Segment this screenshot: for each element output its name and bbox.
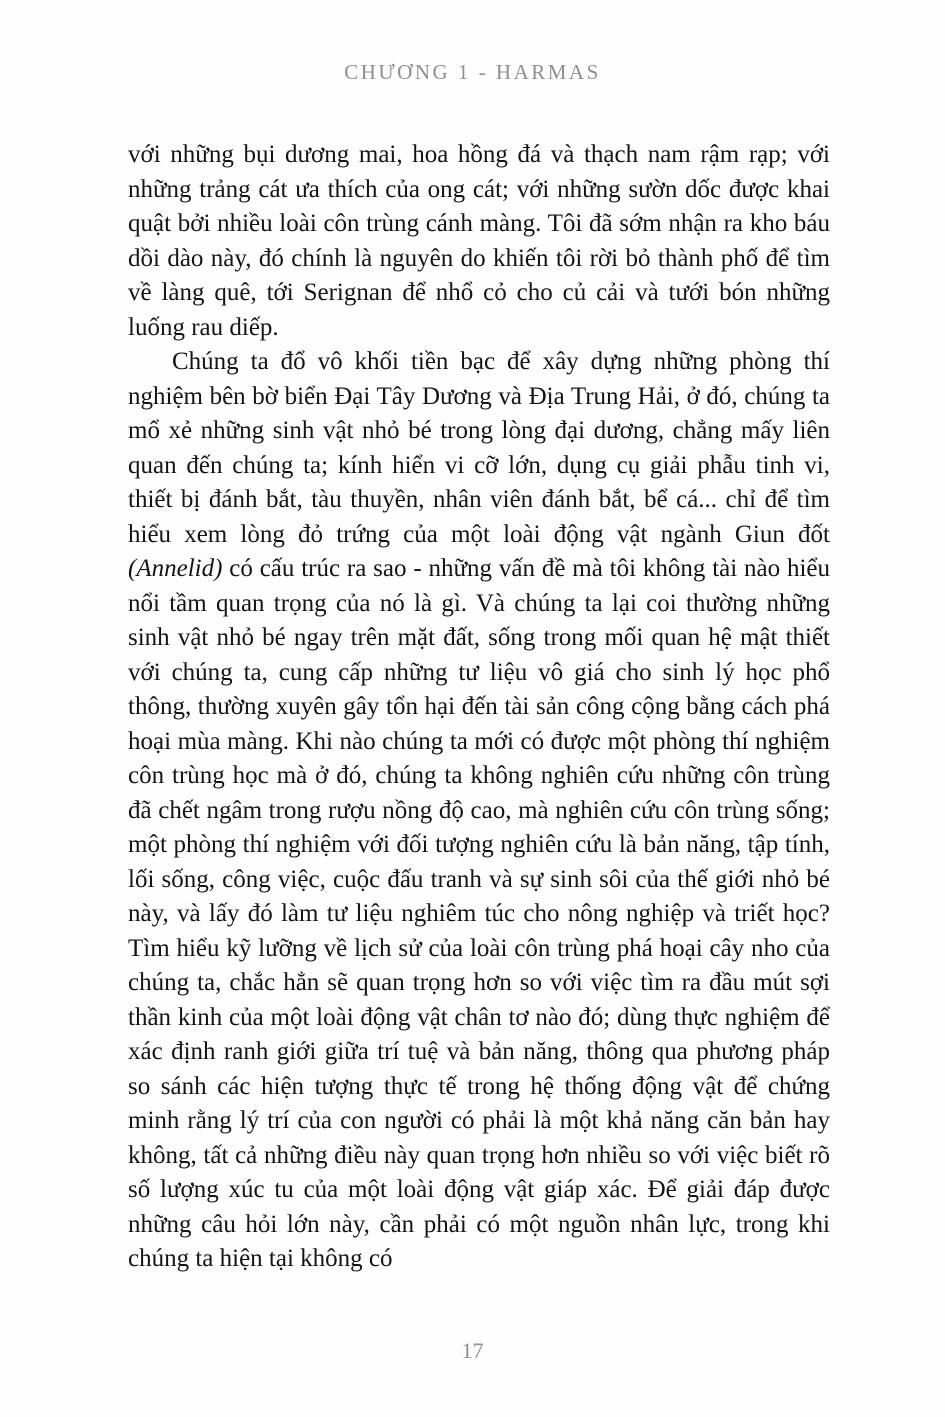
paragraph-1: [128, 138, 830, 345]
paragraph-2-text-tail: có cấu trúc ra sao - những vấn đề mà tôi không tài nào hiểu nổi tầm quan trọng của nó là gì. Và chúng ta lại coi thường những sinh vật nhỏ bé ngay trên mặt đất, sống trong mối quan hệ mật thiết với chúng ta, cung cấp những tư liệu vô giá cho sinh lý học phổ thông, thường xuyên gây tổn hại đến tài sản công cộng bằng cách phá hoại mùa màng. Khi nào chúng ta mới có được một phòng thí nghiệm côn trùng học mà ở đó, chúng ta không nghiên cứu những côn trùng đã chết ngâm trong rượu nồng độ cao, mà nghiên cứu côn trùng sống; một phòng thí nghiệm với đối tượng nghiên cứu là bản năng, tập tính, lối sống, công việc, cuộc đấu tranh và sự sinh sôi của thế giới nhỏ bé này, và lấy đó làm tư liệu nghiêm túc cho nông nghiệp và triết học? Tìm hiểu kỹ lưỡng về lịch sử của loài côn trùng phá hoại cây nho của chúng ta, chắc hẳn sẽ quan trọng hơn so với việc tìm ra đầu mút sợi thần kinh của một loài động vật chân tơ nào đó; dùng thực nghiệm để xác định ranh giới giữa trí tuệ và bản năng, thông qua phương pháp so sánh các hiện tượng thực tế trong hệ thống động vật để chứng minh rằng lý trí của con người có phải là một khả năng căn bản hay không, tất cả những điều này quan trọng hơn nhiều so với việc biết rõ số lượng xúc tu của một loài động vật giáp xác. Để giải đáp được những câu hỏi lớn này, cần phải có một nguồn nhân lực, trong khi chúng ta hiện tại không có: [128, 555, 830, 1272]
paragraph-2-text-lead: Chúng ta đổ vô khối tiền bạc để xây dựng những phòng thí nghiệm bên bờ biển Đại Tây Dương và Địa Trung Hải, ở đó, chúng ta mổ xẻ những sinh vật nhỏ bé trong lòng đại dương, chẳng mấy liên quan đến chúng ta; kính hiển vi cỡ lớn, dụng cụ giải phẫu tinh vi, thiết bị đánh bắt, tàu thuyền, nhân viên đánh bắt, bể cá... chỉ để tìm hiểu xem lòng đỏ trứng của một loài động vật ngành Giun đốt: [128, 348, 830, 548]
paragraph-1-text: với những bụi dương mai, hoa hồng đá và thạch nam rậm rạp; với những trảng cát ưa thích của ong cát; với những sườn dốc được khai quật bởi nhiều loài côn trùng cánh màng. Tôi đã sớm nhận ra kho báu dồi dào này, đó chính là nguyên do khiến tôi rời bỏ thành phố để tìm về làng quê, tới Serignan để nhổ cỏ cho củ cải và tưới bón những luống rau diếp.: [128, 141, 830, 341]
body-text: [128, 138, 830, 1277]
running-header: CHƯƠNG 1 - HARMAS: [344, 60, 601, 84]
page-number: 17: [461, 1338, 484, 1363]
paragraph-2-latin-species-name: (Annelid): [128, 555, 223, 582]
paragraph-2: [128, 345, 830, 1277]
